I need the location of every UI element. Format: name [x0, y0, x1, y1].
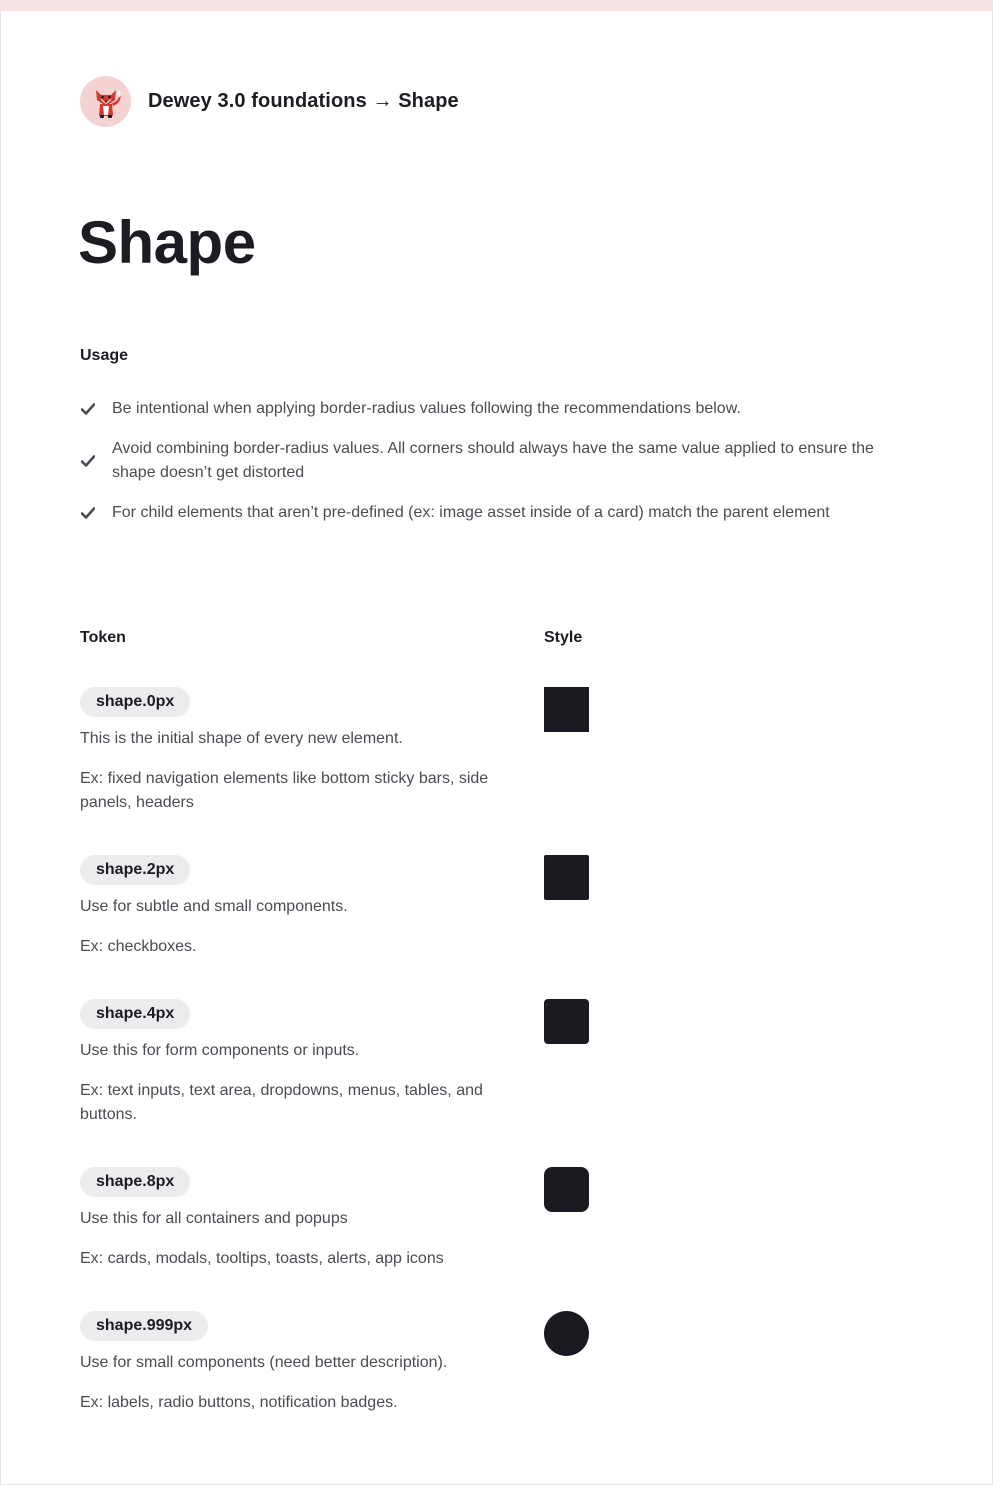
token-description: Use this for all containers and popups [80, 1210, 348, 1227]
token-pill: shape.999px [80, 1311, 208, 1341]
shape-swatch [544, 1311, 589, 1356]
token-pill: shape.4px [80, 999, 190, 1029]
token-row [80, 855, 780, 959]
token-description: Use this for form components or inputs. [80, 1042, 360, 1059]
usage-item [80, 397, 910, 421]
token-column-heading: Token [80, 629, 126, 646]
shape-swatch [544, 999, 589, 1044]
page-title: Shape [78, 209, 256, 276]
token-example: Ex: labels, radio buttons, notification badges. [80, 1394, 398, 1411]
usage-item [80, 501, 910, 525]
token-example: Ex: checkboxes. [80, 938, 197, 955]
fox-mascot-icon [80, 76, 131, 127]
usage-item-text: For child elements that aren’t pre-defined (ex: image asset inside of a card) match the parent element [112, 504, 830, 521]
token-pill: shape.0px [80, 687, 190, 717]
shape-swatch [544, 1167, 589, 1212]
shape-swatch [544, 855, 589, 900]
breadcrumb-title: Dewey 3.0 foundations → Shape [148, 90, 459, 112]
token-row [80, 1311, 780, 1415]
usage-heading: Usage [80, 347, 129, 364]
checkmark-icon [80, 453, 96, 469]
shape-swatch [544, 687, 589, 732]
usage-item-text: Avoid combining border-radius values. All corners should always have the same value applied to ensure the shape doesn’t get distorted [112, 440, 874, 481]
token-pill: shape.8px [80, 1167, 190, 1197]
token-example: Ex: fixed navigation elements like bottom sticky bars, side panels, headers [80, 770, 489, 811]
checkmark-icon [80, 505, 96, 521]
token-description: Use for subtle and small components. [80, 898, 348, 915]
usage-item [80, 437, 910, 485]
token-example: Ex: cards, modals, tooltips, toasts, alerts, app icons [80, 1250, 444, 1267]
usage-item-text: Be intentional when applying border-radius values following the recommendations below. [112, 400, 741, 417]
checkmark-icon [80, 401, 96, 417]
token-pill: shape.2px [80, 855, 190, 885]
token-description: Use for small components (need better description). [80, 1354, 448, 1371]
usage-list [80, 397, 910, 541]
page-header [80, 76, 459, 127]
token-description: This is the initial shape of every new element. [80, 730, 403, 747]
style-column-heading: Style [544, 629, 583, 646]
token-row [80, 999, 780, 1127]
top-accent-band [0, 0, 993, 11]
token-row [80, 1167, 780, 1271]
token-row [80, 687, 780, 815]
token-example: Ex: text inputs, text area, dropdowns, menus, tables, and buttons. [80, 1082, 483, 1123]
